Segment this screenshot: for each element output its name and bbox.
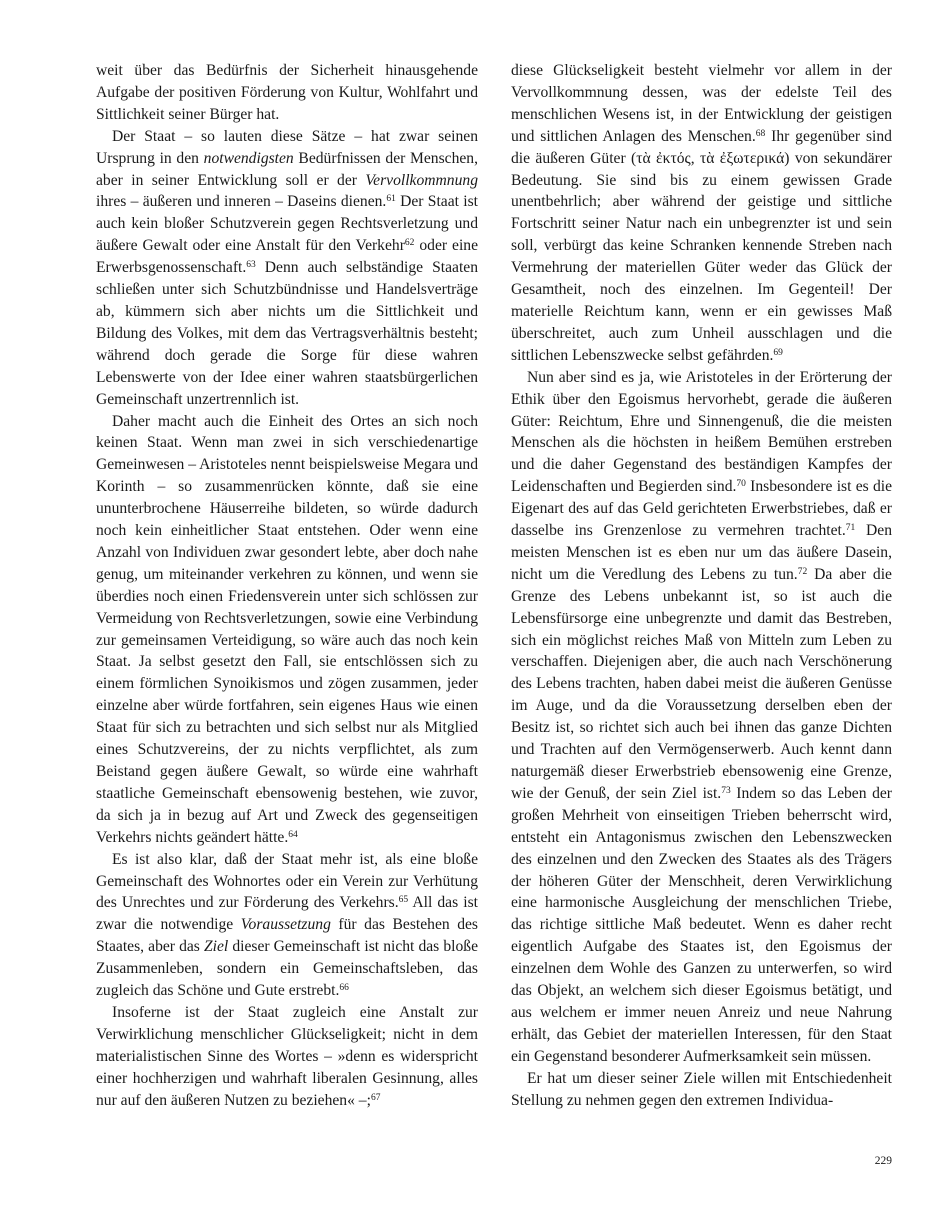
text-run: Da aber die Grenze des Lebens unbekannt ist, so ist auch die Lebensfürsorge eine unbegrenzte und damit das Bestreben, sich ein möglichst reiches Maß von Mitteln zum Leben zu verschaffen. Diejenigen aber, die auch nach Verschönerung des Lebens trachten, haben dabei meist die äußeren Genüsse im Auge, und da die Voraussetzung derselben eben der Besitz ist, so richtet sich auch bei ihnen das ganze Dichten und Trachten auf den Vermögenserwerb. Auch kennt dann naturgemäß dieser Erwerbstrieb ebensowenig eine Grenze, wie der Genuß, der sein Ziel ist. <box>511 565 892 802</box>
paragraph <box>96 411 478 849</box>
text-run: Ihr gegenüber sind die äußeren Güter (τὰ ἐκτός, τὰ ἐξωτερικά) von sekundärer Bedeutung. Sie sind bis zu einem gewissen Grade unentbehrlich; aber während der geistige und sittliche Fortschritt seiner Natur nach ein unbegrenzter ist und sein soll, verbürgt das keine Schranken kennende Streben nach Vermehrung der materiellen Güter weder das Glück der Gesamtheit, noch des einzelnen. Im Gegenteil! Der materielle Reichtum kann, wenn er ein gewisses Maß überschreitet, auch zum Unheil ausschlagen und die sittlichen Lebenszwecke selbst gefährden. <box>511 127 892 364</box>
right-column <box>511 60 892 1112</box>
footnote-ref[interactable]: 66 <box>339 983 349 994</box>
emphasis: Ziel <box>203 938 229 956</box>
left-column <box>96 60 478 1112</box>
paragraph-text: weit über das Bedürfnis der Sicherheit hinausgehende Aufgabe der positiven Förderung von Kultur, Wohlfahrt und Sittlichkeit seiner Bürger hat. <box>96 62 478 123</box>
footnote-ref[interactable]: 62 <box>404 238 415 249</box>
footnote-ref[interactable]: 69 <box>773 347 783 358</box>
text-run: Indem so das Leben der großen Mehrheit von einseitigen Trieben beherrscht wird, entsteht ein Antagonismus zwischen den Lebenszwecken des einzelnen und den Zwecken des Staates als des Trägers der höheren Güter der Menschheit, deren Verwirklichung eine harmonische Ausgleichung der menschlichen Triebe, das richtige sittliche Maß bedeutet. Wenn es daher recht eigentlich Aufgabe des Staates ist, den Egoismus der einzelnen dem Wohle des Ganzen zu unterwerfen, so wird das Objekt, an welchem sich dieser Egoismus betätigt, und aus welchem er immer neuen Anreiz und neue Nahrung erhält, das Gebiet der materiellen Interessen, für den Staat ein Gegenstand besonderer Aufmerksamkeit sein müssen. <box>511 784 893 1065</box>
text-run: diese Glückseligkeit besteht vielmehr vor allem in der Vervollkommnung dessen, was der edelste Teil des menschlichen Wesens ist, in der Entwicklung der geistigen und sittlichen Anlagen des Menschen. <box>511 62 892 145</box>
paragraph <box>96 1002 478 1112</box>
text-run: ihres – äußeren und inneren – Daseins dienen. <box>96 193 387 211</box>
text-run: oder eine Erwerbsgenossenschaft. <box>96 237 478 277</box>
text-run: für das Bestehen des Staates, aber das <box>96 916 478 956</box>
text-run: Insbesondere ist es die Eigenart des auf das Geld gerichteten Erwerbstriebes, daß er dasselbe ins Grenzenlose zu vermehren trachtet. <box>511 478 892 540</box>
text-run: Der Staat ist auch kein bloßer Schutzverein gegen Rechtsverletzung und äußere Gewalt oder eine Anstalt für den Verkehr <box>96 193 479 255</box>
emphasis: Vervollkommnung <box>365 171 478 189</box>
paragraph <box>96 60 478 126</box>
footnote-ref[interactable]: 68 <box>755 128 766 139</box>
text-run: dieser Gemeinschaft ist nicht das bloße Zusammenleben, sondern ein Gemeinschaftsleben, das zugleich das Schöne und Gute erstrebt. <box>96 938 478 1000</box>
emphasis: notwendigsten <box>203 149 294 167</box>
paragraph <box>96 126 478 411</box>
page-number: 229 <box>874 1155 892 1167</box>
footnote-ref[interactable]: 63 <box>246 260 256 271</box>
text-run: Insoferne ist der Staat zugleich eine Anstalt zur Verwirklichung menschlicher Glückseligkeit; nicht in dem materialistischen Sinne des Wortes – »denn es widerspricht einer hochherzigen und wahrhaft liberalen Gesinnung, alles nur auf den äußeren Nutzen zu beziehen« –; <box>96 1003 478 1109</box>
text-run: All das ist zwar die notwendige <box>96 894 478 934</box>
footnote-ref[interactable]: 73 <box>721 785 731 796</box>
footnote-ref[interactable]: 67 <box>370 1092 381 1103</box>
text-run: Es ist also klar, daß der Staat mehr ist, als eine bloße Gemeinschaft des Wohnortes oder ein Verein zur Verhütung des Unrechtes und zur Förderung des Verkehrs. <box>96 850 478 912</box>
text-run: Daher macht auch die Einheit des Ortes an sich noch keinen Staat. Wenn man zwei in sich verschiedenartige Gemeinwesen – Aristoteles nennt beispielsweise Megara und Korinth – so zusammenrücken könnte, daß sie eine ununterbrochene Häuserreihe bildeten, so würde dadurch noch kein einheitlicher Staat entstehen. Oder wenn eine Anzahl von Individuen zwar gesondert lebte, aber doch nahe genug, um miteinander verkehren zu können, und wenn sie überdies noch einen Friedensverein unter sich schlössen zur Vermeidung von Rechtsverletzungen, sowie eine Verbindung zur gemeinsamen Verteidigung, so wäre auch das noch kein Staat. Ja selbst gesetzt den Fall, sie entschlössen sich zu einem förmlichen Synoikismos und zögen zusammen, jeder einzelne aber würde fortfahren, sein eigenes Haus wie einen Staat für sich zu betrachten und sich selbst nur als Mitglied eines Schutzvereins, der zu nichts verpflichtet, als zum Beistand gegen äußere Gewalt, so würde eine wahrhaft staatliche Gemeinschaft ebensowenig bestehen, wie zuvor, da sich ja in bezug auf Art und Zweck des gegenseitigen Verkehrs nichts geändert hätte. <box>96 412 478 846</box>
paragraph <box>511 1068 892 1112</box>
paragraph <box>511 367 892 1068</box>
text-run: Nun aber sind es ja, wie Aristoteles in der Erörterung der Ethik über den Egoismus hervorhebt, gerade die äußeren Güter: Reichtum, Ehre und Sinnengenuß, die die meisten Menschen als die höchsten in heißem Bemühen erstreben und die daher Gegenstand des beständigen Kampfes der Leidenschaften und Begierden sind. <box>511 368 892 496</box>
paragraph <box>96 849 478 1002</box>
footnote-ref[interactable]: 71 <box>845 523 856 534</box>
text-run: Der Staat – so lauten diese Sätze – hat zwar seinen Ursprung in den <box>96 127 478 167</box>
text-run: Denn auch selbständige Staaten schließen unter sich Schutzbündnisse und Handelsverträge ab, kümmern sich aber nichts um die Sittlichkeit und Bildung des Volkes, mit dem das Vertragsverhältnis besteht; während doch gerade die Sorge für diese wahren Lebenswerte von der Idee einer wahren staatsbürgerlichen Gemeinschaft unzertrennlich ist. <box>96 259 478 408</box>
footnote-ref[interactable]: 65 <box>398 895 409 906</box>
paragraph-text: Er hat um dieser seiner Ziele willen mit Entschiedenheit Stellung zu nehmen gegen den extremen Individua- <box>511 1069 892 1109</box>
footnote-ref[interactable]: 70 <box>736 479 746 490</box>
text-run: Bedürfnissen der Menschen, aber in seiner Entwicklung soll er der <box>96 149 478 189</box>
footnote-ref[interactable]: 64 <box>288 829 298 840</box>
footnote-ref[interactable]: 61 <box>386 194 396 205</box>
footnote-ref[interactable]: 72 <box>797 566 808 577</box>
emphasis: Voraussetzung <box>240 916 331 934</box>
text-run: Den meisten Menschen ist es eben nur um das äußere Dasein, nicht um die Veredlung des Lebens zu tun. <box>511 522 892 583</box>
paragraph <box>511 60 892 367</box>
